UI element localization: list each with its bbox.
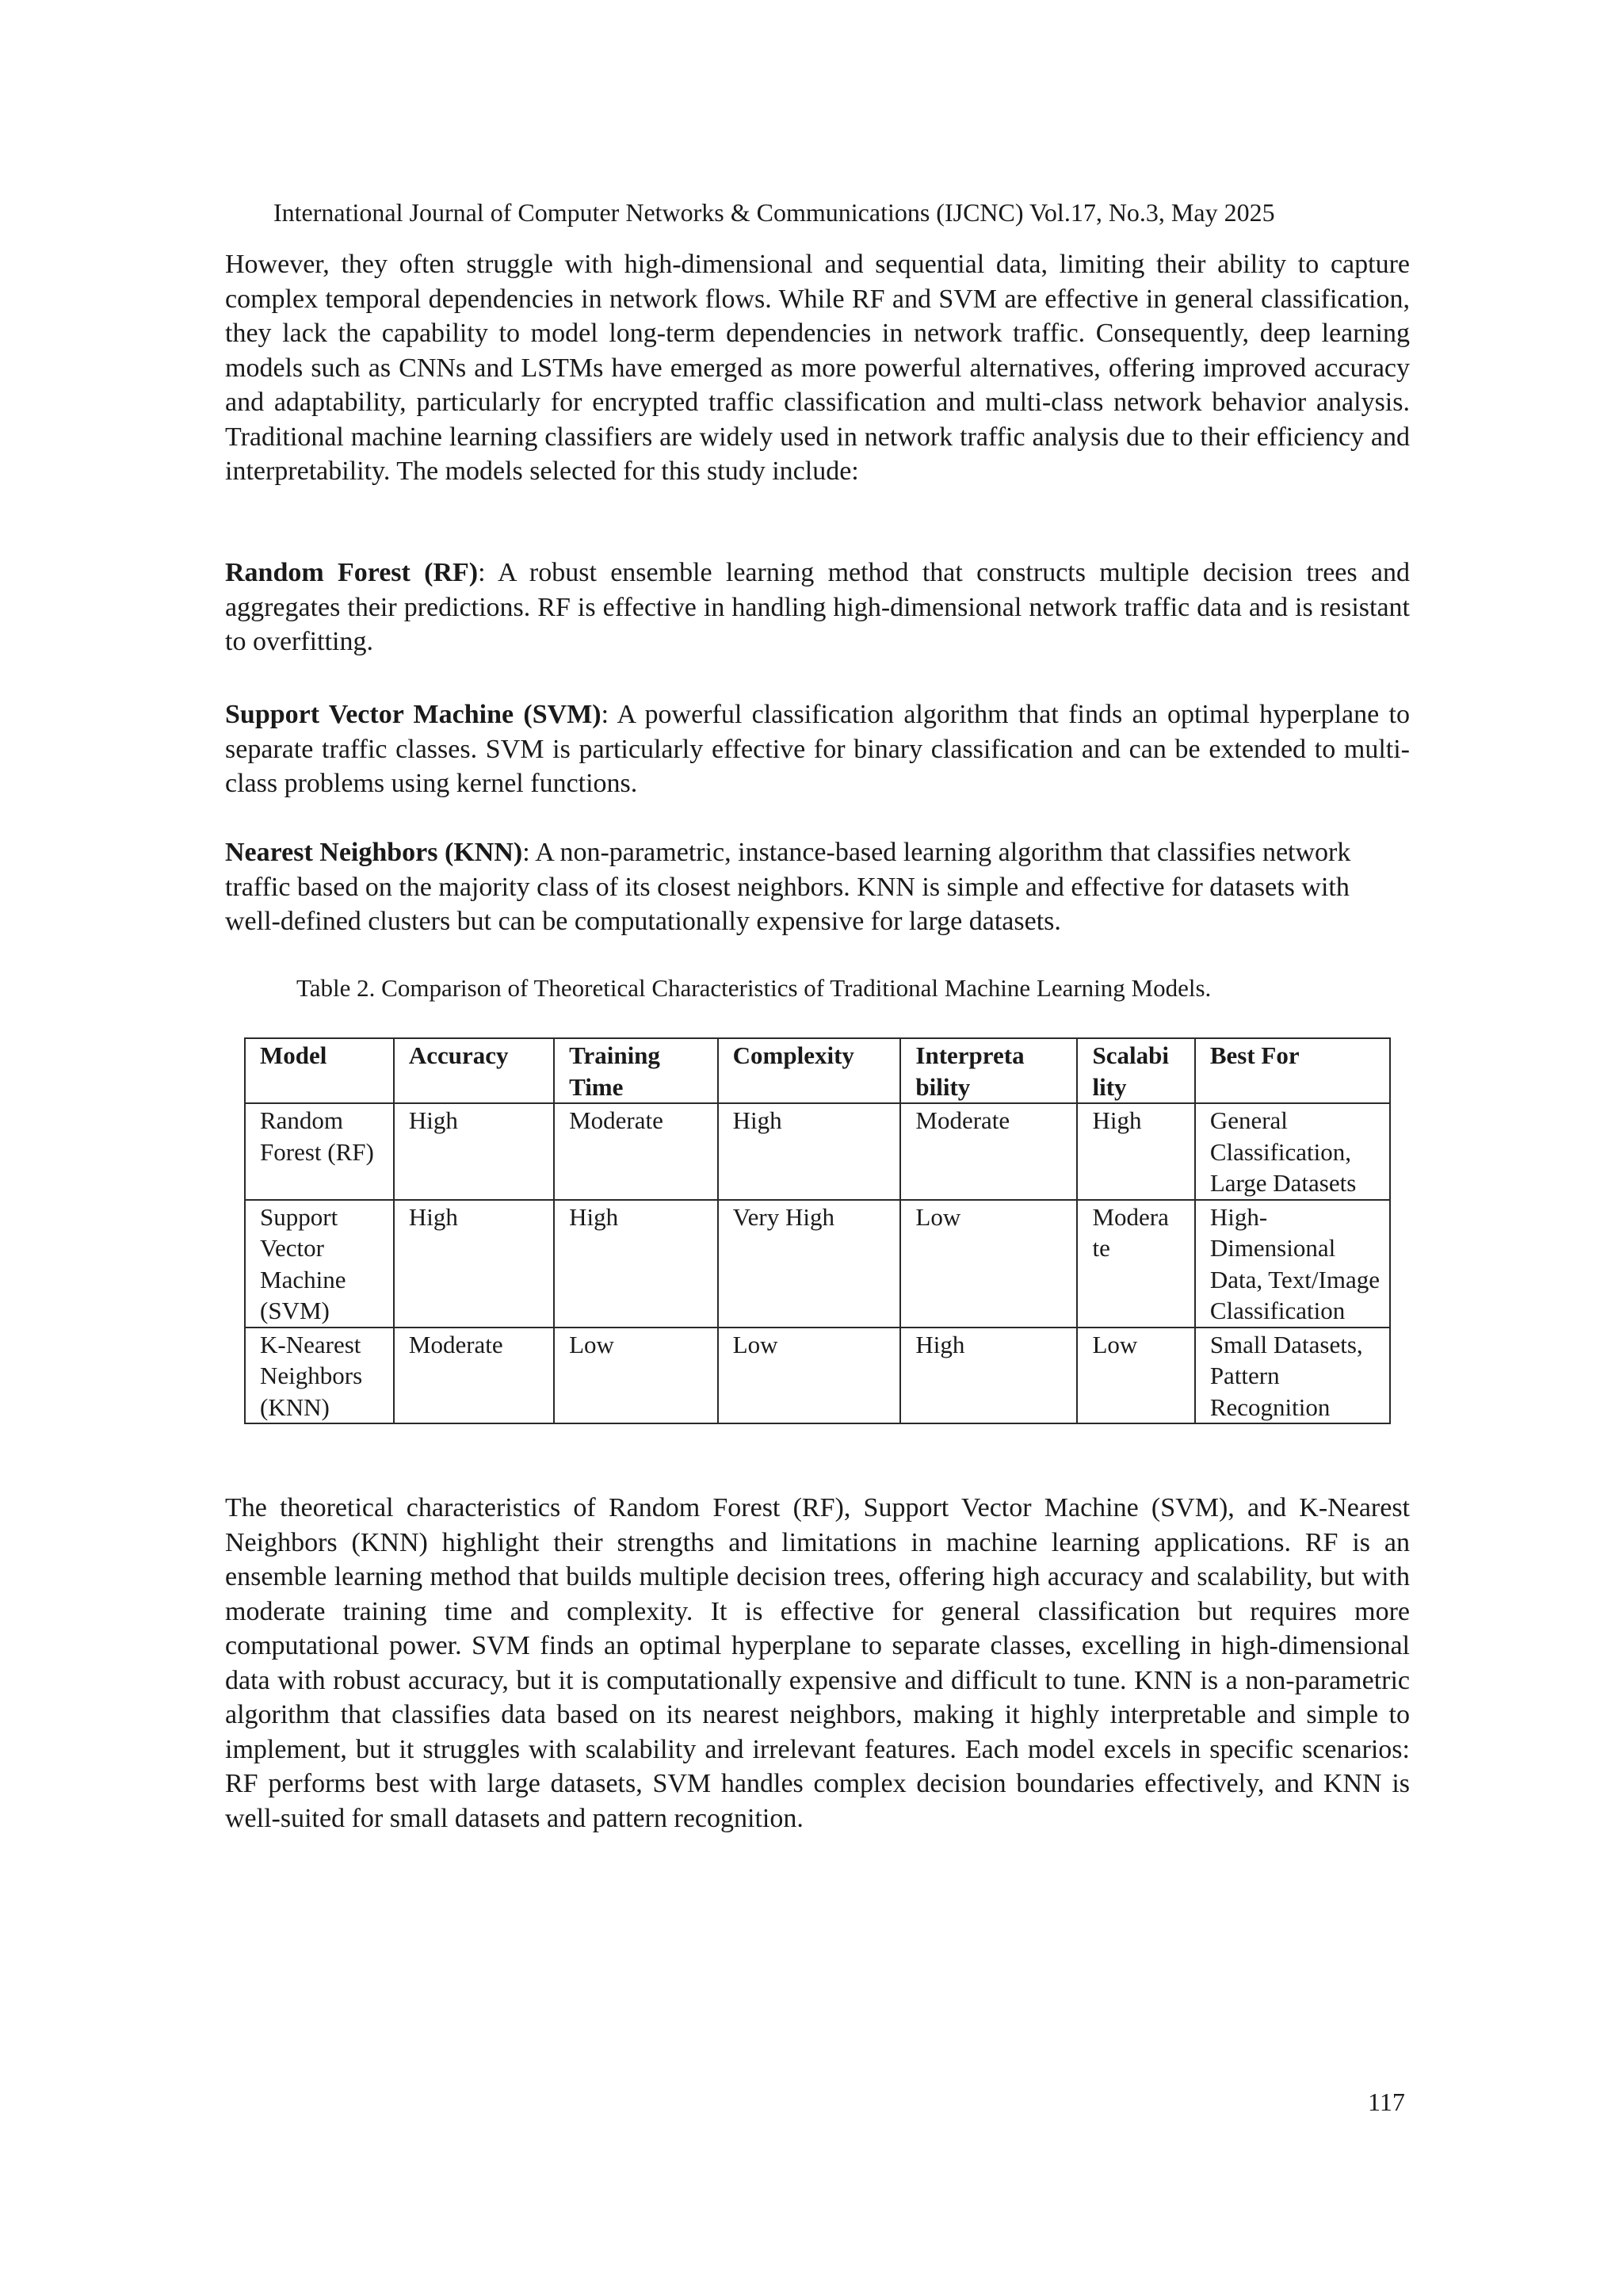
- table-cell: Low: [1077, 1328, 1194, 1424]
- table-cell: Moderate: [394, 1328, 554, 1424]
- table-cell: High: [900, 1328, 1077, 1424]
- definition-text: : A robust ensemble learning method that constructs multiple decision trees and aggregates their predictions. RF is effective in handling high-dimensional network traffic data and is resistant to overfitting.: [225, 558, 1410, 656]
- table-row: [245, 1200, 1390, 1328]
- table-cell: High: [1077, 1103, 1194, 1200]
- table-cell-model: Random Forest (RF): [245, 1103, 394, 1200]
- definition-term: Random Forest (RF): [225, 558, 479, 587]
- header-scalability: Scalabi lity: [1077, 1038, 1194, 1103]
- header-accuracy: Accuracy: [394, 1038, 554, 1103]
- table-cell: Moderate: [554, 1103, 718, 1200]
- intro-paragraph-text: However, they often struggle with high-dimensional and sequential data, limiting their ability to capture complex temporal dependencies in network flows. While RF and SVM are effective in general classification, they lack the capability to model long-term dependencies in network traffic. Consequently, deep learning models such as CNNs and LSTMs have emerged as more powerful alternatives, offering improved accuracy and adaptability, particularly for encrypted traffic classification and multi-class network behavior analysis. Traditional machine learning classifiers are widely used in network traffic analysis due to their efficiency and interpretability. The models selected for this study include:: [225, 250, 1410, 486]
- table-cell: High: [554, 1200, 718, 1328]
- table-cell: Low: [900, 1200, 1077, 1328]
- definition-svm: [225, 697, 1410, 801]
- table-cell-model: K-Nearest Neighbors (KNN): [245, 1328, 394, 1424]
- definition-paragraph: [225, 697, 1410, 801]
- table-cell: Modera te: [1077, 1200, 1194, 1328]
- definition-term: Support Vector Machine (SVM): [225, 700, 601, 729]
- header-interpretability: Interpreta bility: [900, 1038, 1077, 1103]
- table-row: [245, 1328, 1390, 1424]
- definition-text: : A powerful classification algorithm that finds an optimal hyperplane to separate traffic classes. SVM is particularly effective for binary classification and can be extended to multi-class problems using kernel functions.: [225, 700, 1410, 798]
- definition-paragraph: [225, 556, 1410, 659]
- running-header: International Journal of Computer Networks & Communications (IJCNC) Vol.17, No.3, May 2025: [273, 198, 1275, 227]
- table-cell: High: [394, 1103, 554, 1200]
- definition-random-forest: [225, 556, 1410, 659]
- table-cell: High: [394, 1200, 554, 1328]
- table-cell-best-for: High-Dimensional Data, Text/Image Classification: [1195, 1200, 1390, 1328]
- definition-text: : A non-parametric, instance-based learning algorithm that classifies network traffic based on the majority class of its closest neighbors. KNN is simple and effective for datasets with well-defined clusters but can be computationally expensive for large datasets.: [225, 838, 1351, 936]
- intro-paragraph: [225, 247, 1410, 489]
- summary-paragraph: [225, 1491, 1410, 1836]
- table-cell: Low: [718, 1328, 901, 1424]
- header-model: Model: [245, 1038, 394, 1103]
- header-complexity: Complexity: [718, 1038, 901, 1103]
- table-header-row: [245, 1038, 1390, 1103]
- definition-term: Nearest Neighbors (KNN): [225, 838, 523, 867]
- table-cell: High: [718, 1103, 901, 1200]
- page-number: 117: [1368, 2088, 1405, 2116]
- definition-knn: [225, 835, 1410, 939]
- table-cell-best-for: General Classification, Large Datasets: [1195, 1103, 1390, 1200]
- table-cell-best-for: Small Datasets, Pattern Recognition: [1195, 1328, 1390, 1424]
- table-cell: Moderate: [900, 1103, 1077, 1200]
- table-row: [245, 1103, 1390, 1200]
- table-cell: Low: [554, 1328, 718, 1424]
- header-best-for: Best For: [1195, 1038, 1390, 1103]
- table-cell: Very High: [718, 1200, 901, 1328]
- table-caption: Table 2. Comparison of Theoretical Characteristics of Traditional Machine Learning Models.: [296, 974, 1212, 1002]
- summary-paragraph-text: The theoretical characteristics of Random Forest (RF), Support Vector Machine (SVM), and K-Nearest Neighbors (KNN) highlight their strengths and limitations in machine learning applications. RF is an ensemble learning method that builds multiple decision trees, offering high accuracy and scalability, but with moderate training time and complexity. It is effective for general classification but requires more computational power. SVM finds an optimal hyperplane to separate classes, excelling in high-dimensional data with robust accuracy, but it is computationally expensive and difficult to tune. KNN is a non-parametric algorithm that classifies data based on its nearest neighbors, making it highly interpretable and simple to implement, but it struggles with scalability and irrelevant features. Each model excels in specific scenarios: RF performs best with large datasets, SVM handles complex decision boundaries effectively, and KNN is well-suited for small datasets and pattern recognition.: [225, 1493, 1410, 1833]
- definition-paragraph: [225, 835, 1410, 939]
- header-training-time: Training Time: [554, 1038, 718, 1103]
- characteristics-table: [244, 1037, 1391, 1424]
- table-cell-model: Support Vector Machine (SVM): [245, 1200, 394, 1328]
